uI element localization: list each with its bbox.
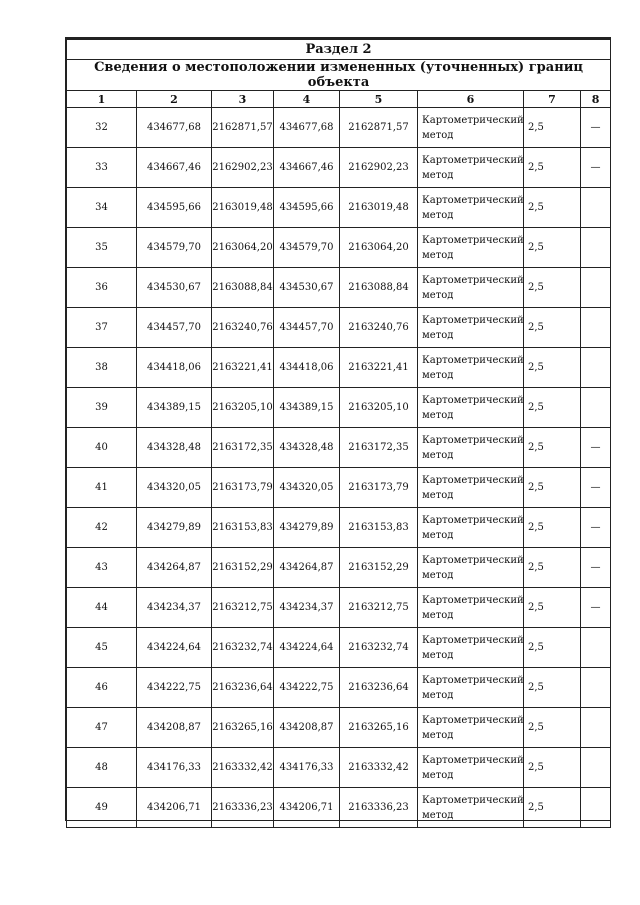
y-coordinate-cell: 2163172,35 [340, 428, 418, 468]
x-coordinate-cell: 434595,66 [137, 188, 212, 228]
x-coordinate-cell: 434530,67 [137, 268, 212, 308]
x-coordinate-cell: 434279,89 [137, 508, 212, 548]
point-number-cell: 33 [67, 148, 137, 188]
x-coordinate-cell: 434579,70 [137, 228, 212, 268]
point-number-cell: 39 [67, 388, 137, 428]
table-row [67, 468, 611, 508]
point-number-cell: 35 [67, 228, 137, 268]
point-number-cell: 40 [67, 428, 137, 468]
accuracy-cell: 2,5 [524, 228, 581, 268]
note-cell: — [581, 108, 611, 148]
table-row [67, 708, 611, 748]
y-coordinate-cell: 2163172,35 [212, 428, 274, 468]
point-number-cell: 34 [67, 188, 137, 228]
x-coordinate-cell: 434222,75 [274, 668, 340, 708]
x-coordinate-cell: 434595,66 [274, 188, 340, 228]
y-coordinate-cell: 2163236,64 [340, 668, 418, 708]
y-coordinate-cell: 2162902,23 [212, 148, 274, 188]
point-number-cell: 48 [67, 748, 137, 788]
y-coordinate-cell: 2163232,74 [212, 628, 274, 668]
y-coordinate-cell: 2163332,42 [212, 748, 274, 788]
y-coordinate-cell: 2163153,83 [340, 508, 418, 548]
table-row [67, 628, 611, 668]
method-cell: Картометрический метод [418, 548, 524, 588]
accuracy-cell: 2,5 [524, 308, 581, 348]
accuracy-cell: 2,5 [524, 468, 581, 508]
x-coordinate-cell: 434224,64 [274, 628, 340, 668]
note-cell: — [581, 468, 611, 508]
accuracy-cell: 2,5 [524, 548, 581, 588]
y-coordinate-cell: 2163265,16 [340, 708, 418, 748]
method-cell: Картометрический метод [418, 788, 524, 828]
y-coordinate-cell: 2163173,79 [340, 468, 418, 508]
point-number-cell: 36 [67, 268, 137, 308]
accuracy-cell: 2,5 [524, 428, 581, 468]
y-coordinate-cell: 2163212,75 [212, 588, 274, 628]
note-cell: — [581, 548, 611, 588]
note-cell: — [581, 428, 611, 468]
table-row [67, 148, 611, 188]
column-header: 1 [67, 91, 137, 108]
x-coordinate-cell: 434418,06 [137, 348, 212, 388]
method-cell: Картометрический метод [418, 228, 524, 268]
y-coordinate-cell: 2163205,10 [340, 388, 418, 428]
table-row [67, 748, 611, 788]
x-coordinate-cell: 434264,87 [274, 548, 340, 588]
x-coordinate-cell: 434389,15 [137, 388, 212, 428]
column-header: 7 [524, 91, 581, 108]
y-coordinate-cell: 2163240,76 [212, 308, 274, 348]
method-cell: Картометрический метод [418, 348, 524, 388]
accuracy-cell: 2,5 [524, 388, 581, 428]
y-coordinate-cell: 2163236,64 [212, 668, 274, 708]
note-cell [581, 628, 611, 668]
method-cell: Картометрический метод [418, 188, 524, 228]
x-coordinate-cell: 434418,06 [274, 348, 340, 388]
point-number-cell: 32 [67, 108, 137, 148]
x-coordinate-cell: 434206,71 [137, 788, 212, 828]
column-header: 6 [418, 91, 524, 108]
accuracy-cell: 2,5 [524, 708, 581, 748]
y-coordinate-cell: 2163152,29 [212, 548, 274, 588]
x-coordinate-cell: 434176,33 [137, 748, 212, 788]
point-number-cell: 47 [67, 708, 137, 748]
table-row [67, 308, 611, 348]
x-coordinate-cell: 434320,05 [274, 468, 340, 508]
accuracy-cell: 2,5 [524, 748, 581, 788]
point-number-cell: 42 [67, 508, 137, 548]
boundary-coordinates-table [66, 38, 611, 828]
y-coordinate-cell: 2163019,48 [212, 188, 274, 228]
x-coordinate-cell: 434208,87 [137, 708, 212, 748]
column-header: 5 [340, 91, 418, 108]
y-coordinate-cell: 2163332,42 [340, 748, 418, 788]
x-coordinate-cell: 434224,64 [137, 628, 212, 668]
section-subtitle: Сведения о местоположении измененных (уточненных) границ объекта [67, 60, 611, 91]
note-cell [581, 308, 611, 348]
x-coordinate-cell: 434457,70 [137, 308, 212, 348]
point-number-cell: 46 [67, 668, 137, 708]
note-cell [581, 748, 611, 788]
accuracy-cell: 2,5 [524, 628, 581, 668]
table-row [67, 348, 611, 388]
y-coordinate-cell: 2162902,23 [340, 148, 418, 188]
column-header: 3 [212, 91, 274, 108]
column-header: 2 [137, 91, 212, 108]
x-coordinate-cell: 434320,05 [137, 468, 212, 508]
method-cell: Картометрический метод [418, 388, 524, 428]
table-row [67, 108, 611, 148]
method-cell: Картометрический метод [418, 628, 524, 668]
x-coordinate-cell: 434457,70 [274, 308, 340, 348]
y-coordinate-cell: 2163088,84 [340, 268, 418, 308]
x-coordinate-cell: 434234,37 [137, 588, 212, 628]
y-coordinate-cell: 2163088,84 [212, 268, 274, 308]
y-coordinate-cell: 2163064,20 [212, 228, 274, 268]
x-coordinate-cell: 434222,75 [137, 668, 212, 708]
table-row [67, 228, 611, 268]
x-coordinate-cell: 434530,67 [274, 268, 340, 308]
x-coordinate-cell: 434579,70 [274, 228, 340, 268]
y-coordinate-cell: 2163221,41 [212, 348, 274, 388]
note-cell [581, 228, 611, 268]
x-coordinate-cell: 434677,68 [137, 108, 212, 148]
note-cell [581, 388, 611, 428]
point-number-cell: 41 [67, 468, 137, 508]
column-header: 8 [581, 91, 611, 108]
table-row [67, 668, 611, 708]
method-cell: Картометрический метод [418, 588, 524, 628]
accuracy-cell: 2,5 [524, 668, 581, 708]
method-cell: Картометрический метод [418, 668, 524, 708]
note-cell: — [581, 148, 611, 188]
method-cell: Картометрический метод [418, 308, 524, 348]
accuracy-cell: 2,5 [524, 788, 581, 828]
column-header: 4 [274, 91, 340, 108]
method-cell: Картометрический метод [418, 108, 524, 148]
y-coordinate-cell: 2163265,16 [212, 708, 274, 748]
accuracy-cell: 2,5 [524, 348, 581, 388]
note-cell: — [581, 588, 611, 628]
accuracy-cell: 2,5 [524, 108, 581, 148]
point-number-cell: 49 [67, 788, 137, 828]
x-coordinate-cell: 434176,33 [274, 748, 340, 788]
method-cell: Картометрический метод [418, 508, 524, 548]
method-cell: Картометрический метод [418, 468, 524, 508]
column-header-row [67, 91, 611, 108]
table-row [67, 268, 611, 308]
method-cell: Картометрический метод [418, 268, 524, 308]
table-row [67, 588, 611, 628]
y-coordinate-cell: 2162871,57 [212, 108, 274, 148]
y-coordinate-cell: 2163205,10 [212, 388, 274, 428]
table-row [67, 188, 611, 228]
note-cell [581, 188, 611, 228]
accuracy-cell: 2,5 [524, 148, 581, 188]
note-cell [581, 708, 611, 748]
method-cell: Картометрический метод [418, 748, 524, 788]
method-cell: Картометрический метод [418, 428, 524, 468]
method-cell: Картометрический метод [418, 708, 524, 748]
y-coordinate-cell: 2163019,48 [340, 188, 418, 228]
y-coordinate-cell: 2163221,41 [340, 348, 418, 388]
y-coordinate-cell: 2163064,20 [340, 228, 418, 268]
x-coordinate-cell: 434677,68 [274, 108, 340, 148]
section-title: Раздел 2 [67, 39, 611, 60]
y-coordinate-cell: 2163212,75 [340, 588, 418, 628]
y-coordinate-cell: 2163153,83 [212, 508, 274, 548]
x-coordinate-cell: 434264,87 [137, 548, 212, 588]
note-cell [581, 788, 611, 828]
accuracy-cell: 2,5 [524, 588, 581, 628]
x-coordinate-cell: 434667,46 [137, 148, 212, 188]
table-row [67, 788, 611, 828]
x-coordinate-cell: 434279,89 [274, 508, 340, 548]
x-coordinate-cell: 434234,37 [274, 588, 340, 628]
accuracy-cell: 2,5 [524, 268, 581, 308]
table-row [67, 548, 611, 588]
x-coordinate-cell: 434328,48 [274, 428, 340, 468]
table-row [67, 388, 611, 428]
x-coordinate-cell: 434389,15 [274, 388, 340, 428]
y-coordinate-cell: 2163240,76 [340, 308, 418, 348]
note-cell [581, 268, 611, 308]
y-coordinate-cell: 2162871,57 [340, 108, 418, 148]
x-coordinate-cell: 434206,71 [274, 788, 340, 828]
table-row [67, 428, 611, 468]
y-coordinate-cell: 2163336,23 [212, 788, 274, 828]
method-cell: Картометрический метод [418, 148, 524, 188]
y-coordinate-cell: 2163232,74 [340, 628, 418, 668]
accuracy-cell: 2,5 [524, 188, 581, 228]
x-coordinate-cell: 434328,48 [137, 428, 212, 468]
point-number-cell: 37 [67, 308, 137, 348]
point-number-cell: 44 [67, 588, 137, 628]
y-coordinate-cell: 2163152,29 [340, 548, 418, 588]
y-coordinate-cell: 2163173,79 [212, 468, 274, 508]
table-row [67, 508, 611, 548]
accuracy-cell: 2,5 [524, 508, 581, 548]
point-number-cell: 45 [67, 628, 137, 668]
x-coordinate-cell: 434667,46 [274, 148, 340, 188]
note-cell [581, 348, 611, 388]
point-number-cell: 38 [67, 348, 137, 388]
x-coordinate-cell: 434208,87 [274, 708, 340, 748]
note-cell [581, 668, 611, 708]
point-number-cell: 43 [67, 548, 137, 588]
y-coordinate-cell: 2163336,23 [340, 788, 418, 828]
note-cell: — [581, 508, 611, 548]
